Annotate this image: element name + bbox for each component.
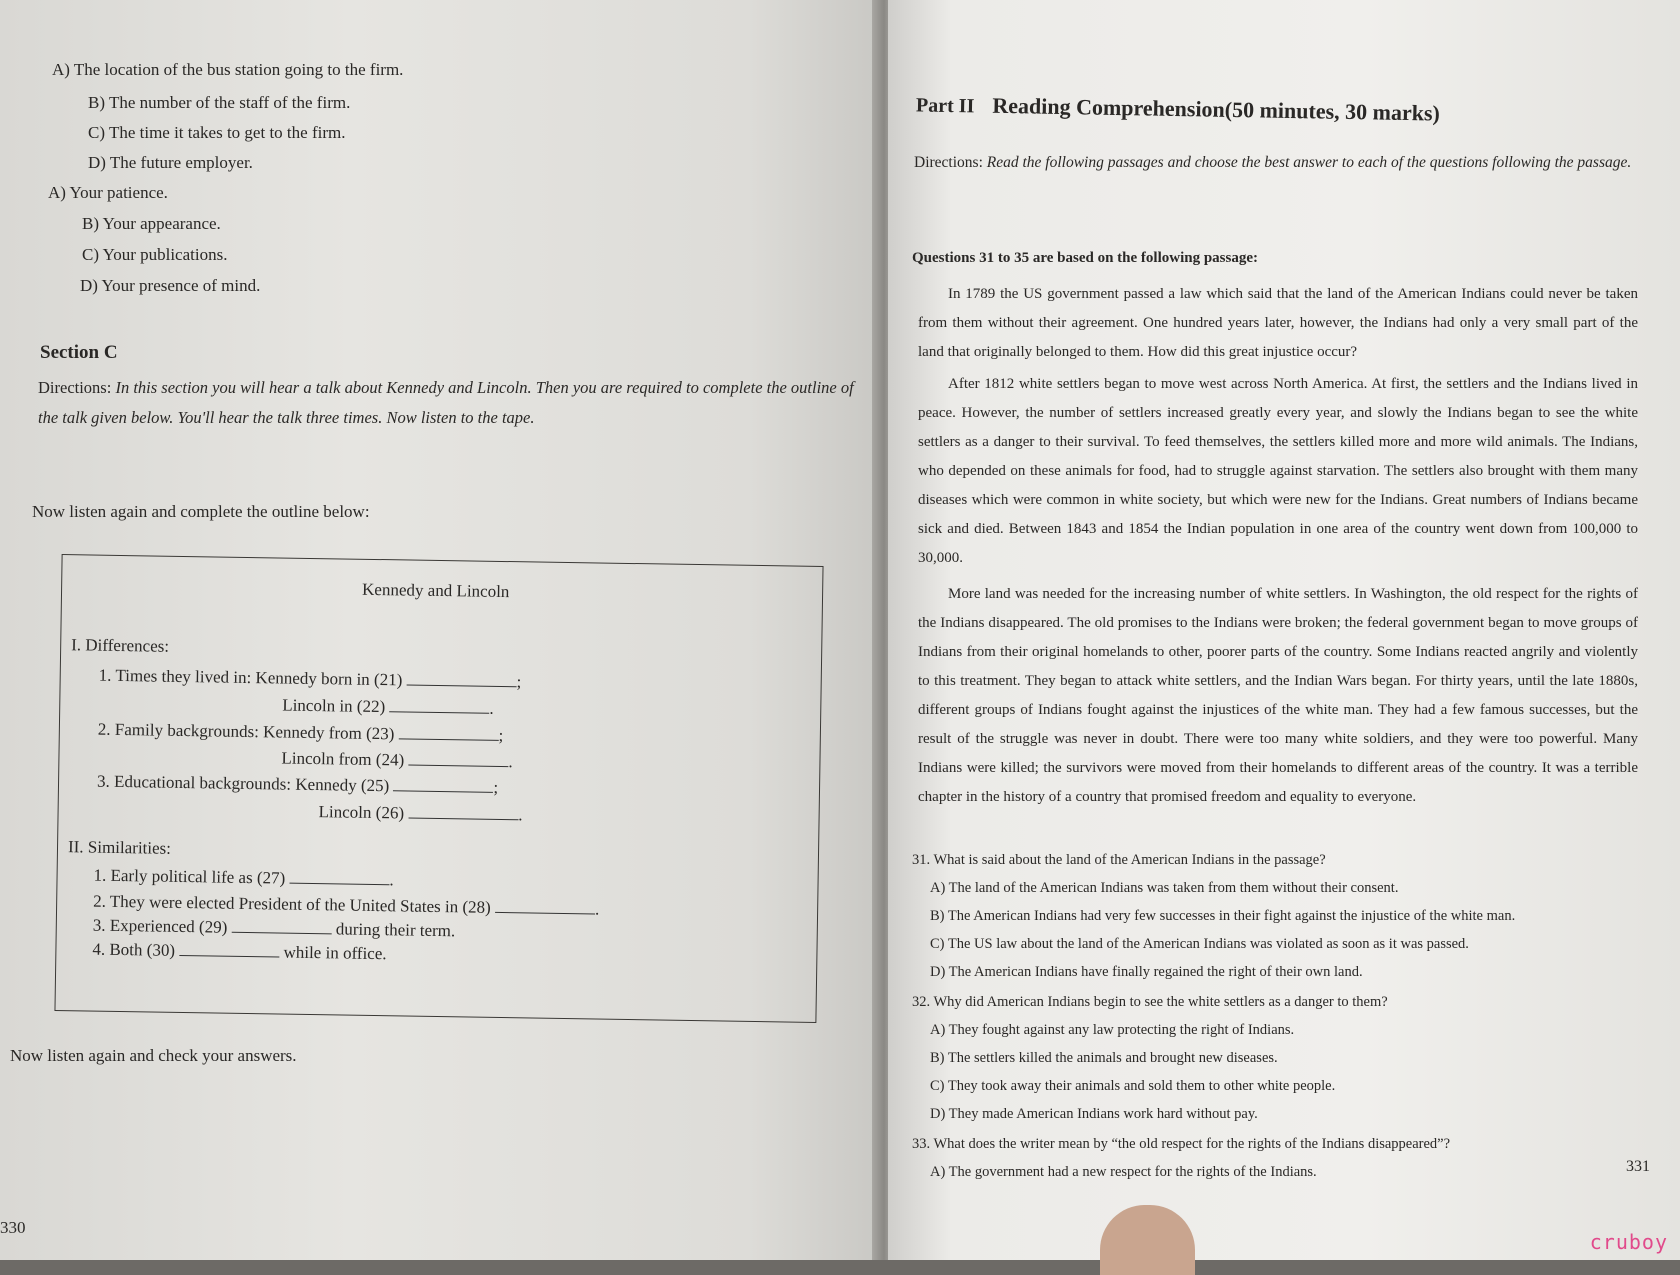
outline-line-27: 1. Early political life as (27) . [93, 865, 394, 890]
outline-line-26: Lincoln (26) . [318, 802, 523, 825]
directions-text: In this section you will hear a talk about Kennedy and Lincoln. Then you are required to complete the outline of the talk given below. You'll hear the talk three times. Now listen to the tape. [38, 378, 854, 427]
part-label: Part II [915, 94, 975, 118]
section-directions [38, 373, 868, 433]
q19-c: C) The time it takes to get to the firm. [88, 123, 346, 142]
outline-box [54, 554, 823, 1023]
outline-line-21: 1. Times they lived in: Kennedy born in (21) ; [98, 665, 522, 692]
right-page [888, 0, 1680, 1260]
part-heading [916, 91, 1440, 126]
q32-d: D) They made American Indians work hard without pay. [930, 1106, 1258, 1122]
q20-a: A) Your patience. [48, 183, 168, 202]
q31-d: D) The American Indians have finally regained the right of their own land. [930, 964, 1363, 980]
outline-line-25: 3. Educational backgrounds: Kennedy (25) ; [96, 771, 499, 797]
q32-b: B) The settlers killed the animals and brought new diseases. [930, 1050, 1278, 1066]
paragraph-1: In 1789 the US government passed a law which said that the land of the American Indians could never be taken from them without their agreement. One hundred years later, however, the Indians had only a very small part of the land that originally belonged to them. How did this great injustice occur? [918, 286, 1638, 360]
q31-c: C) The US law about the land of the American Indians was violated as soon as it was passed. [930, 936, 1469, 952]
q19-a: A) The location of the bus station going to the firm. [52, 60, 404, 79]
check-instruction: Now listen again and check your answers. [10, 1046, 297, 1065]
similarities-heading: II. Similarities: [67, 837, 172, 858]
q20-c: C) Your publications. [82, 245, 228, 264]
part-title: Reading Comprehension(50 minutes, 30 marks) [992, 92, 1441, 126]
listen-instruction: Now listen again and complete the outline below: [32, 502, 370, 521]
outline-line-28: 2. They were elected President of the United States in (28) . [93, 891, 600, 919]
reading-directions-label: Directions: [914, 154, 983, 171]
q32-stem: 32. Why did American Indians begin to see the white settlers as a danger to them? [912, 994, 1388, 1010]
page-number-right: 331 [1626, 1158, 1650, 1175]
reading-directions-text: Read the following passages and choose the best answer to each of the questions following the passage. [986, 154, 1632, 171]
q33-stem: 33. What does the writer mean by “the old respect for the rights of the Indians disappeared”? [912, 1136, 1451, 1152]
q32-c: C) They took away their animals and sold them to other white people. [930, 1078, 1336, 1094]
q20-b: B) Your appearance. [82, 214, 221, 233]
q31-a: A) The land of the American Indians was taken from them without their consent. [930, 880, 1399, 896]
section-heading: Section C [40, 342, 118, 363]
paragraph-3: More land was needed for the increasing number of white settlers. In Washington, the old respect for the rights of the Indians disappeared. The old promises to the Indians were broken; the federal government began to move groups of Indians from their original homelands to other, poorer parts of the country. Some Indians reacted angrily and violently to this treatment. They began to attack white settlers, and the Indian Wars began. For thirty years, until the late 1880s, different groups of Indians fought against the injustices of the white man. They had a few famous successes, but the result of the struggle was never in doubt. There were too many white soldiers, and they were too powerful. Many Indians were killed; the survivors were moved from their homelands to different areas of the country. It was a terrible chapter in the history of a country that promised freedom and equality to everyone. [918, 586, 1638, 805]
questions-header: Questions 31 to 35 are based on the following passage: [912, 250, 1258, 266]
directions-label: Directions: [38, 378, 112, 397]
differences-heading: I. Differences: [71, 635, 170, 656]
reading-directions [914, 148, 1654, 178]
q32-a: A) They fought against any law protecting the right of Indians. [930, 1022, 1295, 1038]
q20-d: D) Your presence of mind. [80, 276, 261, 295]
page-number-left: 330 [0, 1218, 26, 1237]
paragraph-2: After 1812 white settlers began to move west across North America. At first, the settlers and the Indians lived in peace. However, the number of settlers increased greatly every year, and slowly the Indians began to see the white settlers as a danger to their survival. To feed themselves, the settlers killed more and more wild animals. The Indians, who depended on these animals for food, had to struggle against starvation. The settlers also brought with them many diseases which were common in white society, but which were new for the Indians. Great numbers of Indians became sick and died. Between 1843 and 1854 the Indian population in one area of the country went down from 100,000 to 30,000. [918, 376, 1638, 566]
q19-b: B) The number of the staff of the firm. [88, 93, 351, 112]
outline-line-29: 3. Experienced (29) during their term. [92, 915, 456, 941]
outline-line-24: Lincoln from (24) . [281, 748, 513, 772]
q33-a: A) The government had a new respect for the rights of the Indians. [930, 1164, 1317, 1180]
q19-d: D) The future employer. [88, 153, 253, 172]
outline-line-23: 2. Family backgrounds: Kennedy from (23) ; [97, 719, 504, 746]
outline-title: Kennedy and Lincoln [361, 579, 510, 602]
outline-line-22: Lincoln in (22) . [282, 695, 494, 718]
q31-stem: 31. What is said about the land of the American Indians in the passage? [912, 852, 1326, 868]
outline-line-30: 4. Both (30) while in office. [92, 939, 387, 964]
q31-b: B) The American Indians had very few successes in their fight against the injustice of the white man. [930, 908, 1516, 924]
watermark-logo: cruboy [1589, 1230, 1668, 1254]
